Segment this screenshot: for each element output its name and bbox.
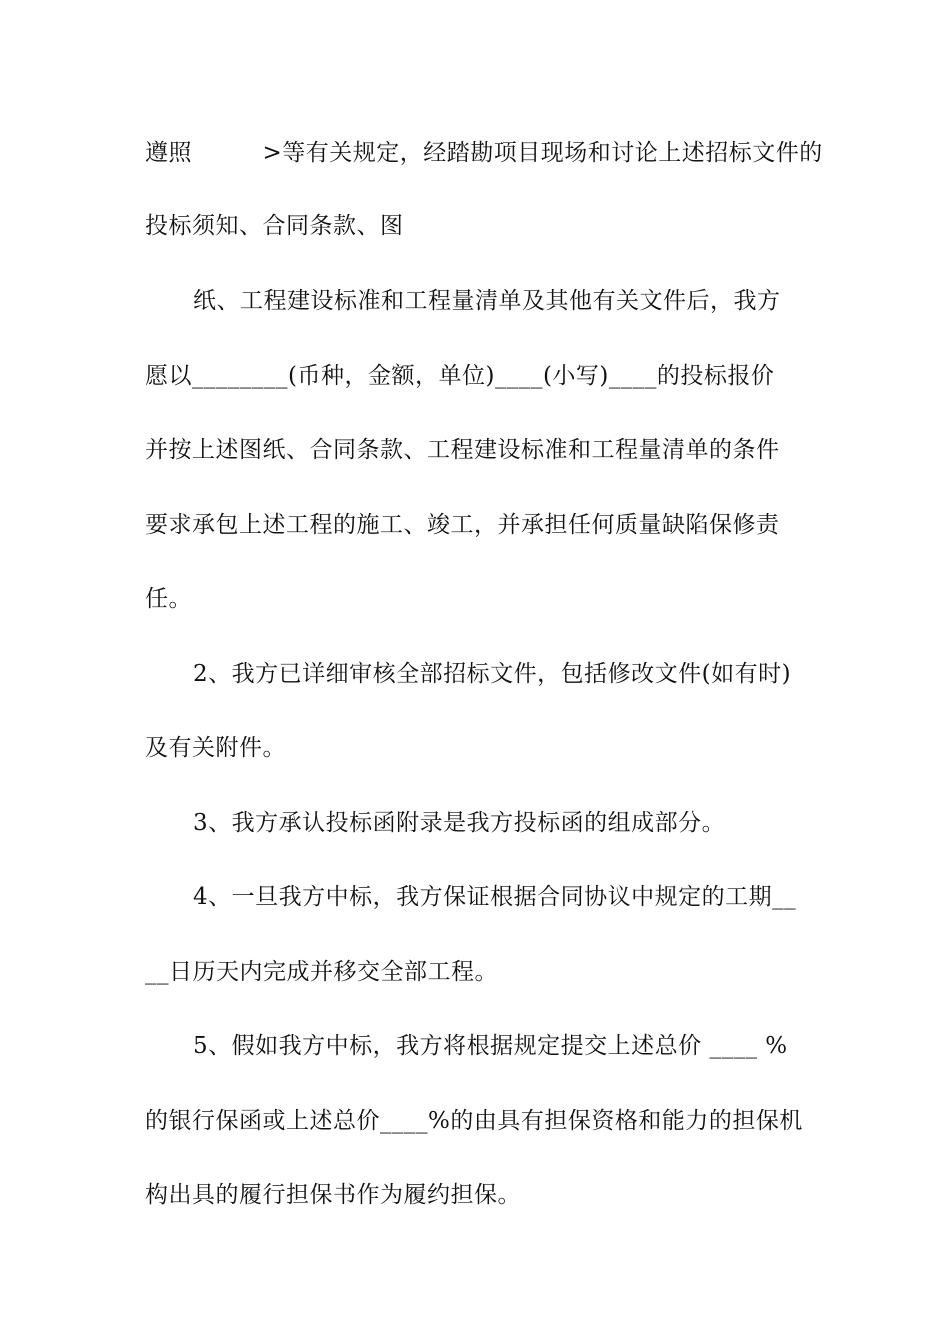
paragraph-line: 5、假如我方中标，我方将根据规定提交上述总价 ____ % [193,1033,788,1059]
paragraph-line: 投标须知、合同条款、图 [145,213,404,239]
paragraph-line: 构出具的履行担保书作为履约担保。 [145,1182,521,1208]
paragraph-line: 4、一旦我方中标，我方保证根据合同协议中规定的工期__ [193,884,797,910]
paragraph-line: 3、我方承认投标函附录是我方投标函的组成部分。 [193,810,726,836]
paragraph-line: 愿以________(币种，金额，单位)____(小写)____的投标报价 [145,363,775,389]
paragraph-line: 要求承包上述工程的施工、竣工，并承担任何质量缺陷保修责 [145,512,780,538]
paragraph-line: 并按上述图纸、合同条款、工程建设标准和工程量清单的条件 [145,437,780,463]
paragraph-line: 遵照 >等有关规定，经踏勘项目现场和讨论上述招标文件的 [145,140,823,166]
paragraph-line: 纸、工程建设标准和工程量清单及其他有关文件后，我方 [193,288,781,314]
paragraph-line: 的银行保函或上述总价____%的由具有担保资格和能力的担保机 [145,1108,803,1134]
paragraph-line: 2、我方已详细审核全部招标文件，包括修改文件(如有时) [193,661,792,687]
paragraph-line: 任。 [145,586,192,612]
paragraph-line: __日历天内完成并移交全部工程。 [145,959,498,985]
paragraph-line: 及有关附件。 [145,735,286,761]
